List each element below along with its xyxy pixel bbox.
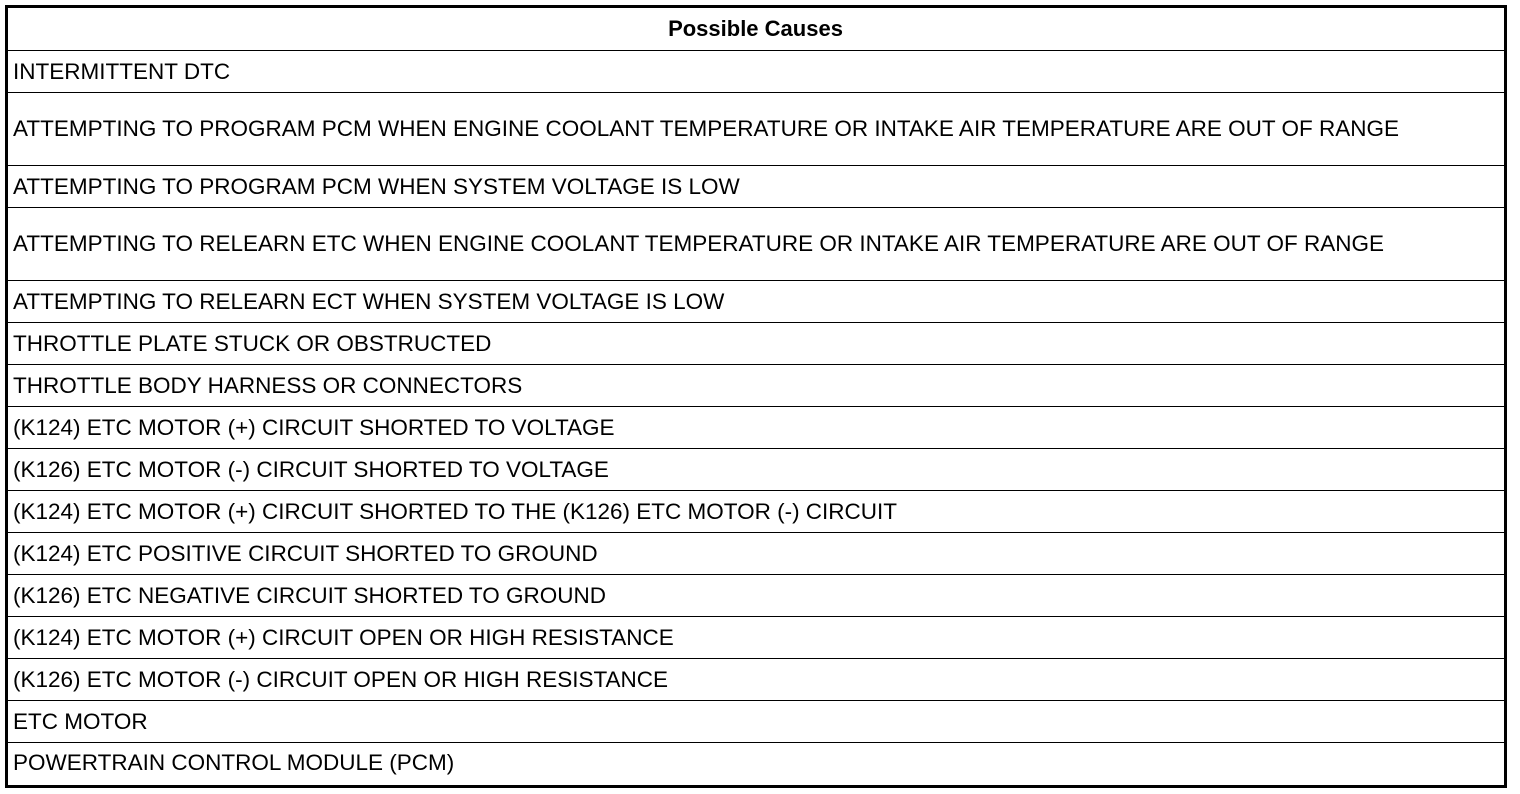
possible-causes-table (8, 8, 1504, 783)
table-row (8, 51, 1504, 93)
table-row (8, 365, 1504, 407)
table-row (8, 281, 1504, 323)
cause-cell: (K126) ETC MOTOR (-) CIRCUIT SHORTED TO VOLTAGE (8, 449, 1504, 491)
cause-cell: ETC MOTOR (8, 701, 1504, 743)
table-row (8, 93, 1504, 166)
table-row (8, 743, 1504, 783)
table-row (8, 617, 1504, 659)
table-row (8, 701, 1504, 743)
table-row (8, 449, 1504, 491)
cause-cell: INTERMITTENT DTC (8, 51, 1504, 93)
possible-causes-table-frame (5, 5, 1507, 788)
cause-cell: ATTEMPTING TO PROGRAM PCM WHEN ENGINE COOLANT TEMPERATURE OR INTAKE AIR TEMPERATURE ARE OUT OF RANGE (8, 93, 1504, 166)
cause-cell: THROTTLE PLATE STUCK OR OBSTRUCTED (8, 323, 1504, 365)
table-row (8, 407, 1504, 449)
cause-cell: (K126) ETC NEGATIVE CIRCUIT SHORTED TO GROUND (8, 575, 1504, 617)
table-row (8, 575, 1504, 617)
table-row (8, 533, 1504, 575)
table-row (8, 166, 1504, 208)
cause-cell: (K126) ETC MOTOR (-) CIRCUIT OPEN OR HIGH RESISTANCE (8, 659, 1504, 701)
table-row (8, 208, 1504, 281)
table-row (8, 659, 1504, 701)
cause-cell: (K124) ETC POSITIVE CIRCUIT SHORTED TO GROUND (8, 533, 1504, 575)
cause-cell: POWERTRAIN CONTROL MODULE (PCM) (8, 743, 1504, 783)
cause-cell: ATTEMPTING TO PROGRAM PCM WHEN SYSTEM VOLTAGE IS LOW (8, 166, 1504, 208)
cause-cell: (K124) ETC MOTOR (+) CIRCUIT SHORTED TO VOLTAGE (8, 407, 1504, 449)
cause-cell: ATTEMPTING TO RELEARN ECT WHEN SYSTEM VOLTAGE IS LOW (8, 281, 1504, 323)
table-header: Possible Causes (668, 16, 843, 41)
cause-cell: (K124) ETC MOTOR (+) CIRCUIT OPEN OR HIGH RESISTANCE (8, 617, 1504, 659)
cause-cell: ATTEMPTING TO RELEARN ETC WHEN ENGINE COOLANT TEMPERATURE OR INTAKE AIR TEMPERATURE ARE OUT OF RANGE (8, 208, 1504, 281)
table-header-row (8, 8, 1504, 51)
table-row (8, 491, 1504, 533)
cause-cell: THROTTLE BODY HARNESS OR CONNECTORS (8, 365, 1504, 407)
cause-cell: (K124) ETC MOTOR (+) CIRCUIT SHORTED TO THE (K126) ETC MOTOR (-) CIRCUIT (8, 491, 1504, 533)
table-row (8, 323, 1504, 365)
